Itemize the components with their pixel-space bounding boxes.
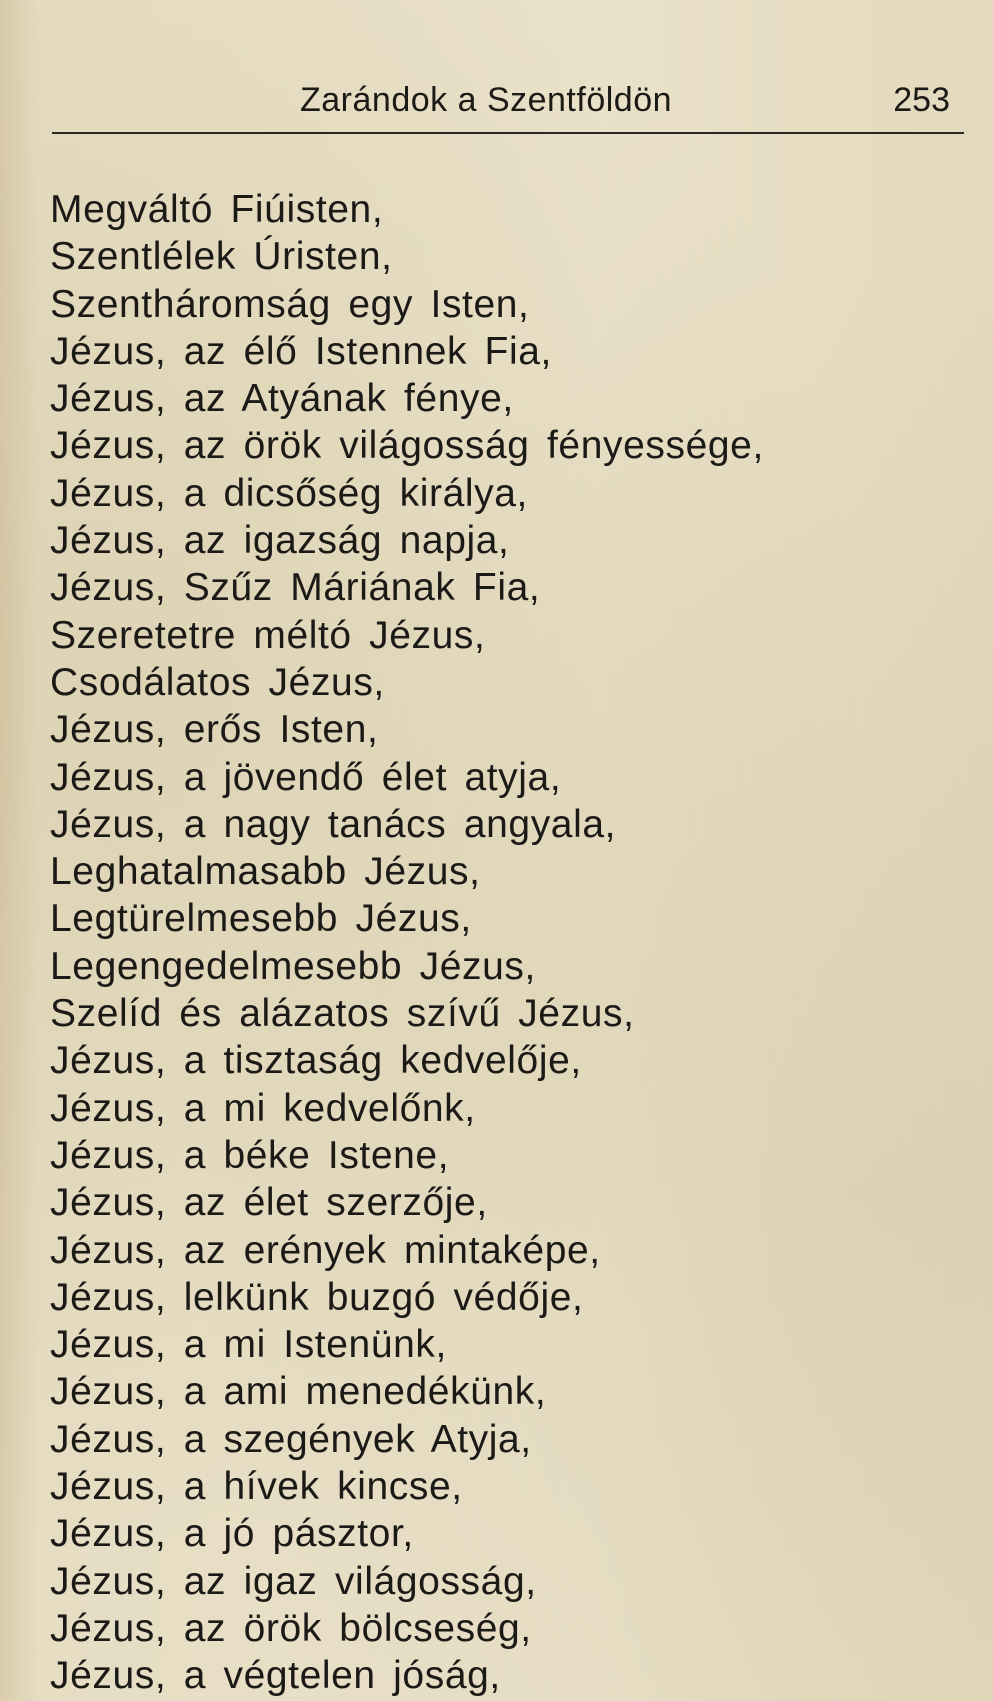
litany-line: Jézus, az Atyának fénye, bbox=[50, 377, 514, 421]
litany-line: Szentlélek Úristen, bbox=[50, 235, 393, 279]
litany-line: Szeretetre méltó Jézus, bbox=[50, 613, 486, 657]
litany-line: Legengedelmesebb Jézus, bbox=[50, 944, 536, 988]
litany-line: Jézus, az élő Istennek Fia, bbox=[50, 329, 552, 373]
litany-line: Jézus, a ami menedékünk, bbox=[50, 1370, 547, 1414]
litany-line: Jézus, a béke Istene, bbox=[50, 1133, 450, 1177]
litany-line: Jézus, a végtelen jóság, bbox=[50, 1654, 501, 1698]
litany-text bbox=[50, 186, 970, 1700]
header-rule bbox=[52, 132, 964, 134]
litany-line: Jézus, a hívek kincse, bbox=[50, 1465, 463, 1509]
litany-line: Jézus, az igazság napja, bbox=[50, 519, 510, 563]
litany-line: Csodálatos Jézus, bbox=[50, 660, 385, 704]
litany-line: Szentháromság egy Isten, bbox=[50, 282, 530, 326]
litany-line: Jézus, az élet szerzője, bbox=[50, 1181, 488, 1225]
litany-line: Jézus, a dicsőség királya, bbox=[50, 471, 528, 515]
litany-line: Jézus, a tisztaság kedvelője, bbox=[50, 1039, 582, 1083]
litany-line: Leghatalmasabb Jézus, bbox=[50, 850, 481, 894]
litany-line: Jézus, az örök világosság fényessége, bbox=[50, 424, 764, 468]
litany-line: Jézus, a mi kedvelőnk, bbox=[50, 1086, 476, 1130]
litany-line: Megváltó Fiúisten, bbox=[50, 188, 384, 231]
litany-line: Jézus, az erények mintaképe, bbox=[50, 1228, 601, 1272]
litany-line: Jézus, a szegények Atyja, bbox=[50, 1417, 532, 1461]
page-number: 253 bbox=[893, 81, 950, 119]
litany-line: Jézus, a mi Istenünk, bbox=[50, 1323, 447, 1367]
running-title: Zarándok a Szentföldön bbox=[300, 81, 673, 119]
litany-line: Jézus, az igaz világosság, bbox=[50, 1559, 537, 1603]
litany-line: Jézus, a nagy tanács angyala, bbox=[50, 802, 617, 846]
page-header bbox=[300, 78, 950, 128]
litany-line: Szelíd és alázatos szívű Jézus, bbox=[50, 992, 635, 1036]
litany-line: Jézus, erős Isten, bbox=[50, 708, 379, 752]
litany-line: Jézus, az örök bölcseség, bbox=[50, 1606, 532, 1650]
litany-line: Legtürelmesebb Jézus, bbox=[50, 897, 472, 941]
litany-line: Jézus, a jó pásztor, bbox=[50, 1512, 414, 1556]
litany-line: Jézus, a jövendő élet atyja, bbox=[50, 755, 562, 799]
litany-line: Jézus, lelkünk buzgó védője, bbox=[50, 1275, 584, 1319]
litany-line: Jézus, Szűz Máriának Fia, bbox=[50, 566, 541, 610]
